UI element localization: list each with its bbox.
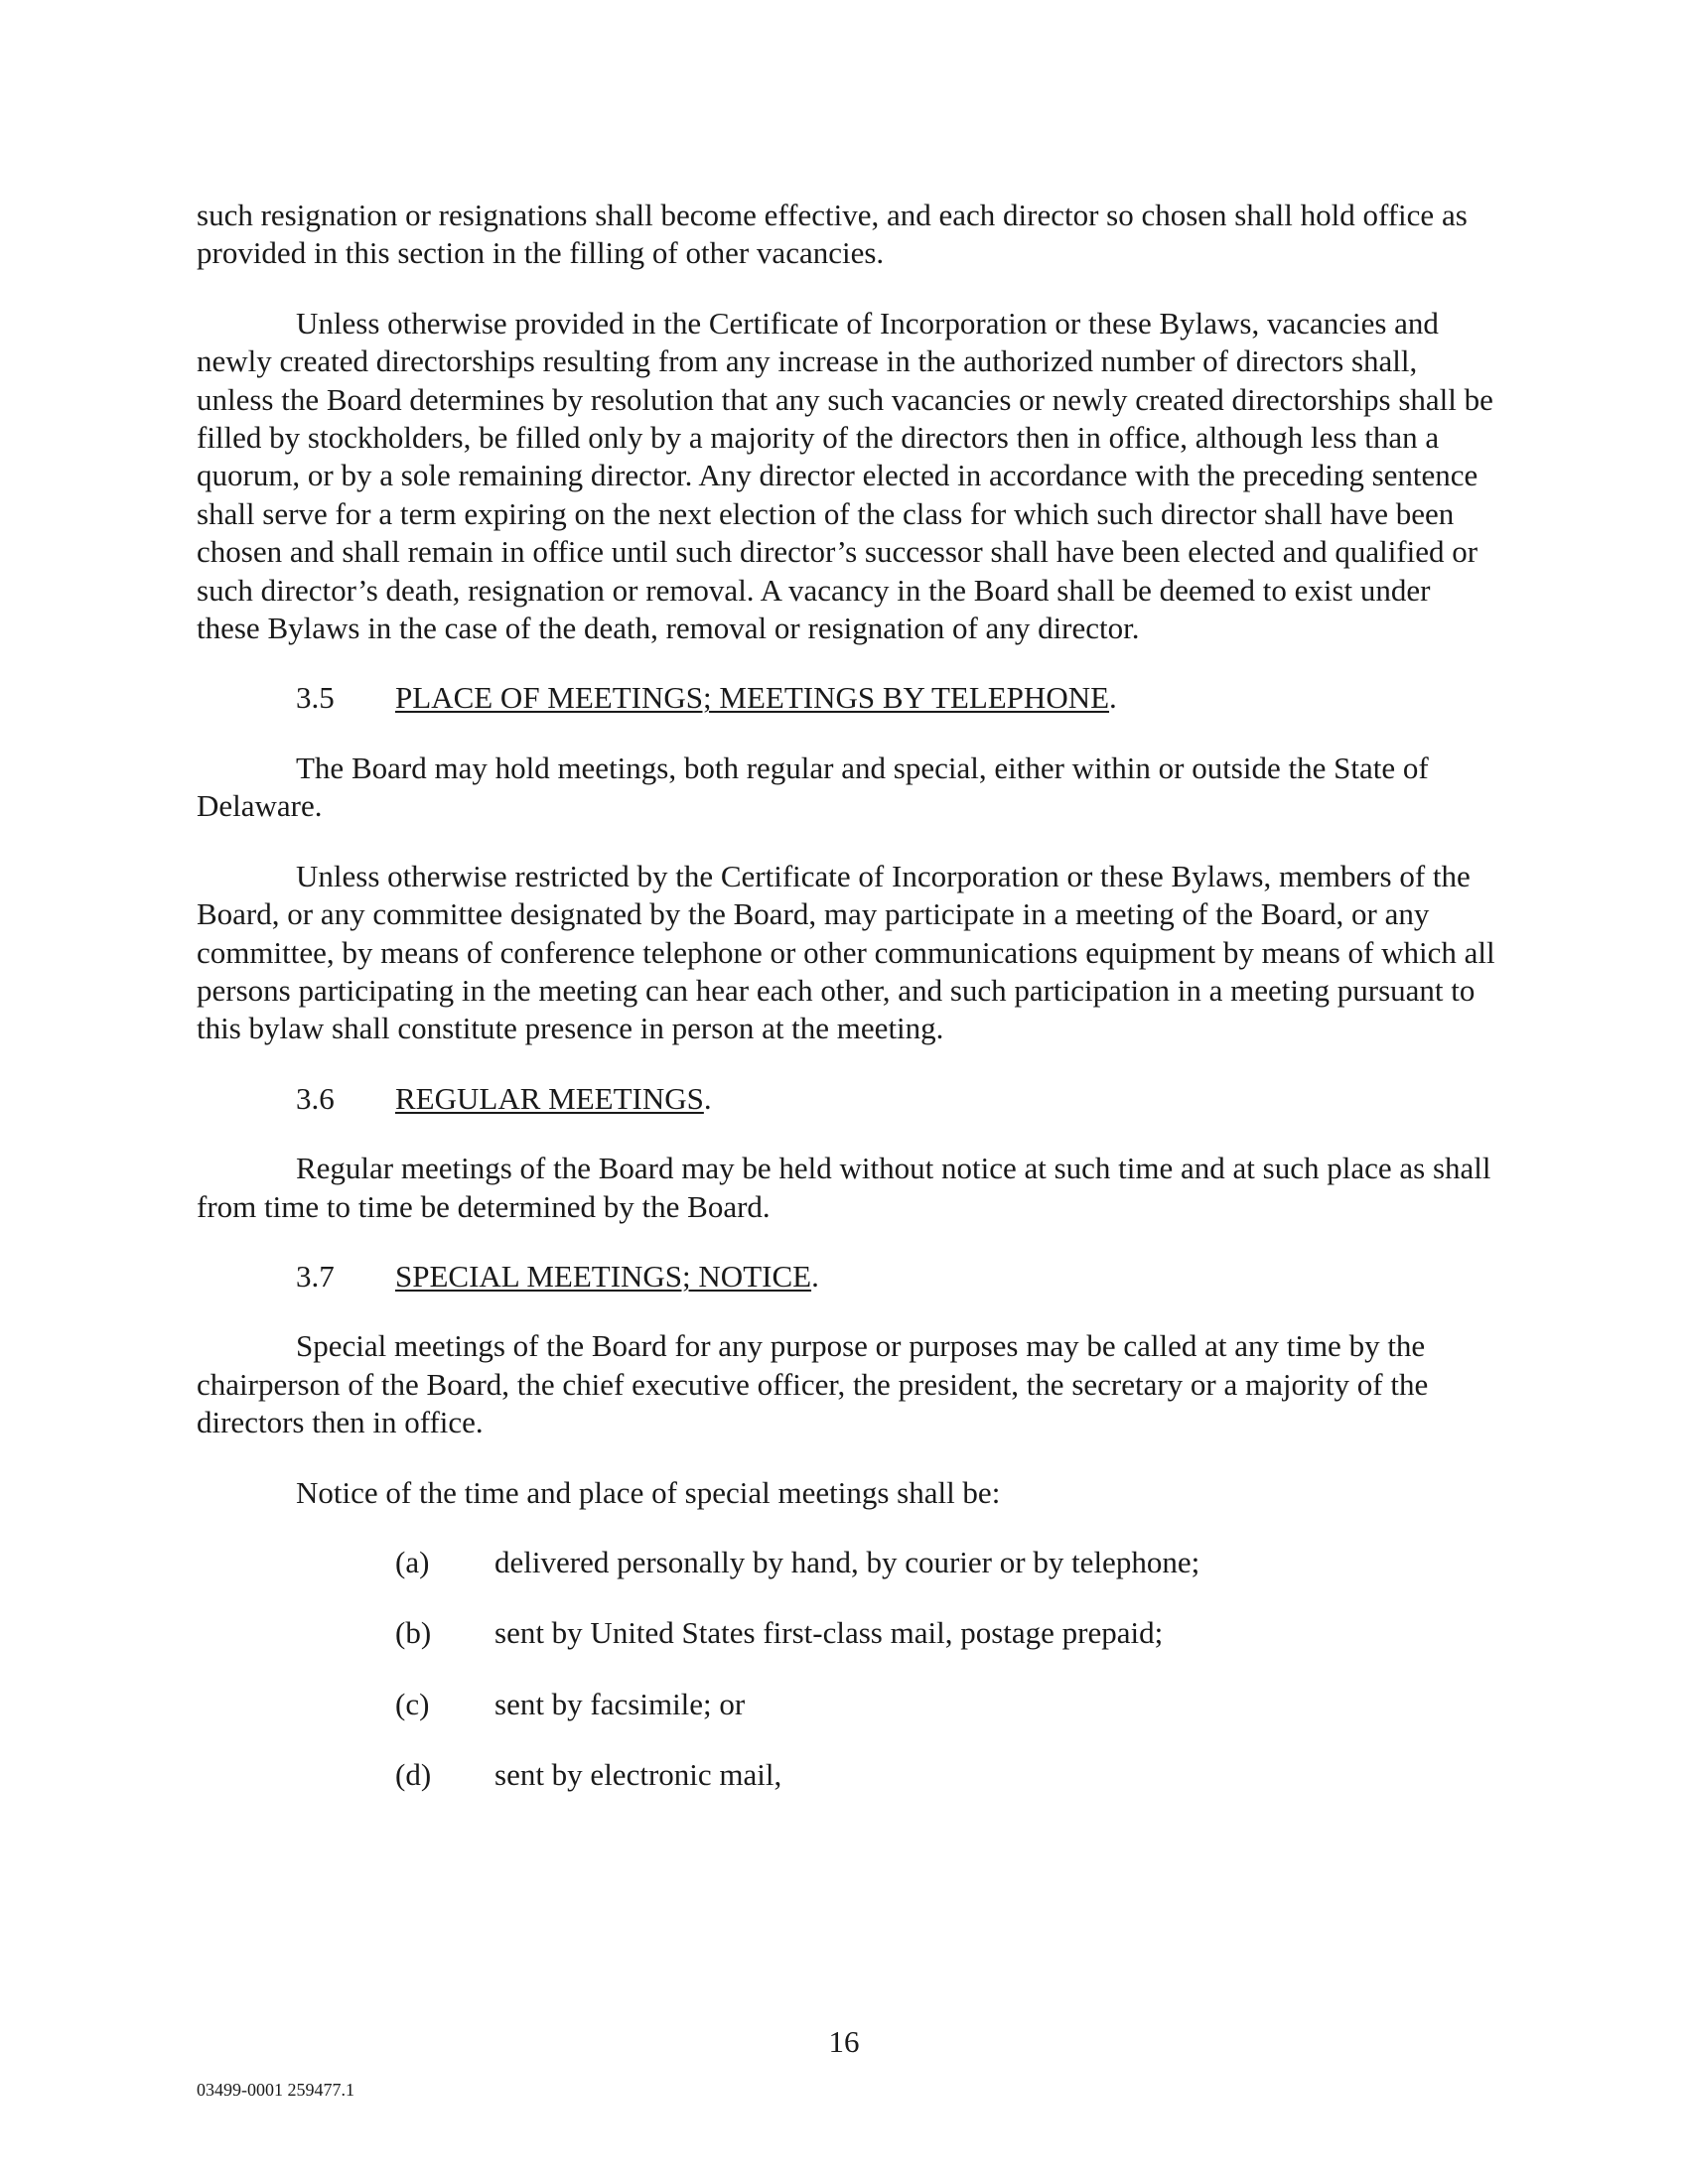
section-title: REGULAR MEETINGS	[395, 1080, 704, 1116]
paragraph-special-meetings: Special meetings of the Board for any purpose or purposes may be called at any time by the chairperson of the Board, the chief executive officer, the president, the secretary or a majority of the directors then in office.	[197, 1328, 1429, 1440]
section-heading-3-6	[197, 1080, 1497, 1118]
paragraph-vacancies: Unless otherwise provided in the Certificate of Incorporation or these Bylaws, vacancies and newly created directorships resulting from any increase in the authorized number of directors shall, unless the Board determines by resolution that any such vacancies or newly created directorships shall be filled by stockholders, be filled only by a majority of the directors then in office, although less than a quorum, or by a sole remaining director. Any director elected in accordance with the preceding sentence shall serve for a term expiring on the next election of the class for which such director shall have been chosen and shall remain in office until such director’s successor shall have been elected and qualified or such director’s death, resignation or removal. A vacancy in the Board shall be deemed to exist under these Bylaws in the case of the death, removal or resignation of any director.	[197, 305, 1493, 646]
list-item	[197, 1544, 1497, 1581]
document-body	[197, 197, 1497, 1828]
list-item-text: sent by facsimile; or	[494, 1686, 746, 1721]
list-item	[197, 1686, 1497, 1723]
list-item-label: (c)	[395, 1686, 430, 1721]
document-id: 03499-0001 259477.1	[197, 2080, 354, 2100]
list-item-label: (a)	[395, 1544, 430, 1579]
list-item-label: (b)	[395, 1615, 432, 1651]
section-heading-3-7	[197, 1258, 1497, 1296]
paragraph-regular-meetings: Regular meetings of the Board may be held without notice at such time and at such place as shall from time to time be determined by the Board.	[197, 1151, 1491, 1224]
page-number: 16	[828, 2024, 860, 2059]
section-number: 3.6	[296, 1080, 335, 1116]
list-item	[197, 1756, 1497, 1794]
section-title: PLACE OF MEETINGS; MEETINGS BY TELEPHONE	[395, 680, 1110, 716]
section-heading-3-5	[197, 679, 1497, 717]
section-number: 3.5	[296, 680, 335, 716]
section-title-period: .	[703, 1080, 712, 1116]
list-item-text: sent by United States first-class mail, postage prepaid;	[494, 1615, 1164, 1651]
list-item	[197, 1614, 1497, 1652]
section-title: SPECIAL MEETINGS; NOTICE	[395, 1258, 812, 1294]
section-title-period: .	[811, 1258, 819, 1294]
paragraph-notice-intro: Notice of the time and place of special meetings shall be:	[296, 1474, 1001, 1510]
section-title-period: .	[1109, 680, 1117, 716]
list-item-label: (d)	[395, 1757, 432, 1793]
paragraph-meeting-location: The Board may hold meetings, both regular and special, either within or outside the State of Delaware.	[197, 750, 1429, 824]
list-item-text: delivered personally by hand, by courier or by telephone;	[494, 1544, 1200, 1579]
paragraph-continuation: such resignation or resignations shall become effective, and each director so chosen shall hold office as provided in this section in the filling of other vacancies.	[197, 198, 1468, 271]
section-number: 3.7	[296, 1258, 335, 1294]
list-item-text: sent by electronic mail,	[494, 1757, 782, 1793]
paragraph-telephone-meetings: Unless otherwise restricted by the Certificate of Incorporation or these Bylaws, members of the Board, or any committee designated by the Board, may participate in a meeting of the Board, or any committee, by means of conference telephone or other communications equipment by means of which all persons participating in the meeting can hear each other, and such participation in a meeting pursuant to this bylaw shall constitute presence in person at the meeting.	[197, 858, 1495, 1046]
